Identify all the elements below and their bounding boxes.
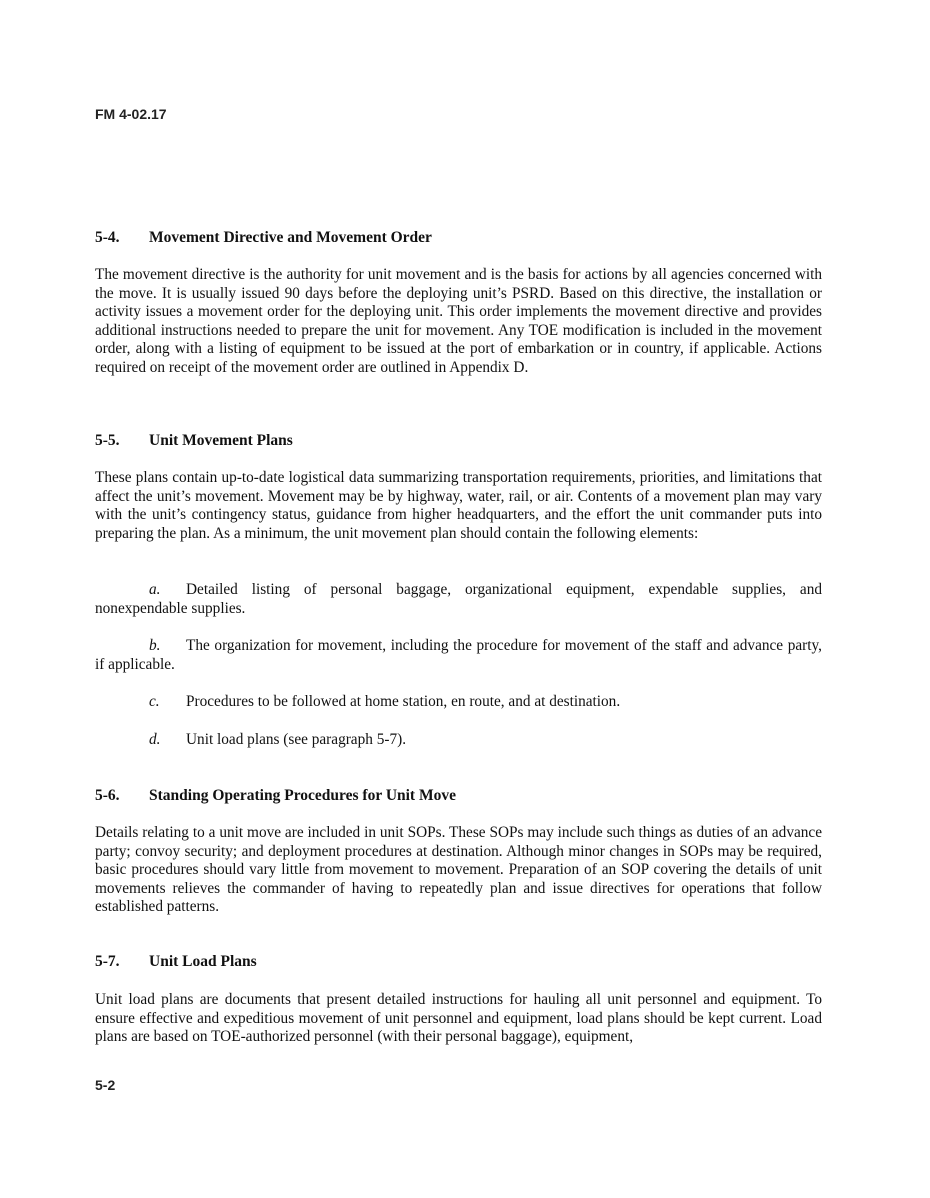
section-heading-5-6 (95, 787, 456, 805)
list-item-text: Unit load plans (see paragraph 5-7). (186, 731, 407, 748)
list-item-text: The organization for movement, including the procedure for movement of the staff and advance party, if applicable. (95, 637, 822, 673)
section-body-5-4: The movement directive is the authority for unit movement and is the basis for actions by all agencies concerned with the move. It is usually issued 90 days before the deploying unit’s PSRD. Based on this directive, the installation or activity issues a movement order for the deploying unit. This order implements the movement directive and provides additional instructions needed to prepare the unit for movement. Any TOE modification is included in the movement order, along with a listing of equipment to be issued at the port of embarkation or in country, if applicable. Actions required on receipt of the movement order are outlined in Appendix D. (95, 266, 822, 376)
list-item-letter: b. (149, 637, 161, 654)
section-title: Standing Operating Procedures for Unit Move (149, 787, 456, 804)
section-number: 5-4. (95, 229, 120, 246)
list-item-text: Detailed listing of personal baggage, organizational equipment, expendable supplies, and nonexpendable supplies. (95, 581, 822, 617)
list-item-text: Procedures to be followed at home station, en route, and at destination. (186, 693, 621, 710)
section-heading-5-5 (95, 432, 293, 450)
section-body-5-5: These plans contain up-to-date logistical data summarizing transportation requirements, priorities, and limitations that affect the unit’s movement. Movement may be by highway, water, rail, or air. Contents of a movement plan may vary with the unit’s contingency status, guidance from higher headquarters, and the effort the unit commander puts into preparing the plan. As a minimum, the unit movement plan should contain the following elements: (95, 469, 822, 542)
section-title: Unit Load Plans (149, 953, 257, 970)
list-item-a (95, 581, 822, 618)
section-number: 5-7. (95, 953, 120, 970)
list-item-c (95, 693, 822, 712)
list-item-b (95, 637, 822, 674)
section-body-5-6: Details relating to a unit move are included in unit SOPs. These SOPs may include such things as duties of an advance party; convoy security; and deployment procedures at destination. Although minor changes in SOPs may be required, basic procedures should vary little from movement to movement. Preparation of an SOP covering the details of unit movements relieves the commander of having to repeatedly plan and issue directives for operations that follow established patterns. (95, 824, 822, 915)
section-body-5-7: Unit load plans are documents that present detailed instructions for hauling all unit personnel and equipment. To ensure effective and expeditious movement of unit personnel and equipment, load plans should be kept current. Load plans are based on TOE-authorized personnel (with their personal baggage), equipment, (95, 991, 822, 1045)
section-title: Movement Directive and Movement Order (149, 229, 432, 246)
list-item-letter: d. (149, 731, 161, 748)
section-heading-5-4 (95, 229, 432, 247)
section-number: 5-5. (95, 432, 120, 449)
list-item-letter: c. (149, 693, 160, 710)
page-number-footer: 5-2 (95, 1077, 116, 1093)
section-heading-5-7 (95, 953, 257, 971)
list-item-d (95, 731, 822, 750)
document-id-header: FM 4-02.17 (95, 106, 167, 122)
section-number: 5-6. (95, 787, 120, 804)
list-item-letter: a. (149, 581, 161, 598)
section-title: Unit Movement Plans (149, 432, 293, 449)
